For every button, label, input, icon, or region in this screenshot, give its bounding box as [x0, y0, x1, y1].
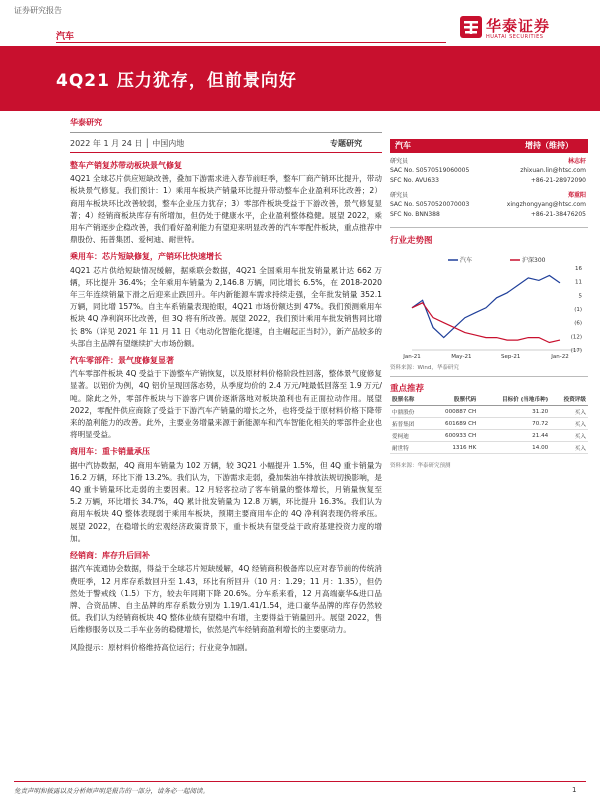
logo-text: 华泰证券: [486, 17, 551, 35]
legend-label-hs300: 沪深300: [522, 257, 546, 264]
y-tick-label: 5: [578, 293, 582, 300]
research-label: 华泰研究: [70, 118, 102, 127]
analyst-email[interactable]: xingzhongyang@htsc.com: [506, 201, 586, 209]
sidebar-divider: [390, 227, 588, 228]
x-tick-label: May-21: [451, 354, 472, 360]
chart-title: 行业走势图: [390, 236, 433, 246]
y-tick-label: 11: [575, 279, 582, 286]
section-title: 整车产销复苏带动板块景气修复: [70, 161, 182, 170]
section-title: 汽车零部件：景气度修复显著: [70, 356, 174, 366]
report-title: 4Q21 压力犹存，但前景向好: [56, 71, 297, 91]
risk-warning: 风险提示：原材料价格维持高位运行；行业竞争加剧。: [70, 642, 253, 652]
stock-chart: [390, 250, 588, 362]
table-cell: 31.20: [478, 406, 550, 418]
meta-divider-2: [70, 152, 382, 153]
header-divider: [56, 42, 446, 43]
table-source: 资料来源：华泰研究预测: [390, 463, 451, 469]
section-5: [70, 550, 382, 636]
analyst-sfc: SFC No. BNN388: [390, 210, 440, 218]
x-tick-label: Sep-21: [500, 354, 521, 360]
series-line-auto: [412, 276, 560, 338]
table-header-row: [390, 396, 588, 406]
column-header: 投资评级: [550, 396, 588, 406]
y-tick-label: (12): [570, 334, 582, 341]
analyst-sac: SAC No. S0570520070003: [390, 201, 470, 209]
sidebar-divider: [390, 376, 588, 377]
table-cell: 70.72: [478, 418, 550, 430]
column-header: 目标价 (当地币种): [478, 396, 550, 406]
page-number: 1: [572, 786, 577, 794]
analyst-email[interactable]: zhixuan.lin@htsc.com: [520, 167, 586, 175]
section-body: 汽车零部件板块 4Q 受益于下游整车产销恢复，以及原材料价格阶段性回落，整体景气度修复显著。以铝价为例，4Q 铝价呈现回落态势，从季度均价的 2.4 万元/吨最低回落至 1.9 万元/吨。除此之外，零部件板块与下游客户调价逐渐落地对板块盈利也有正面拉动作用。展望 2022，零配件供应商除了受益于下游汽车产销量的增长之外，也将受益于原材料价格下降带来的盈利能力的改善。此外，主要业务增量来源于新能源车和汽车智能化相关的零部件企业也将明显受益。: [70, 369, 382, 440]
x-tick-label: Jan-22: [551, 354, 569, 360]
table-cell: 爱柯迪: [390, 430, 428, 442]
main-body: [70, 160, 382, 659]
analyst-card: [390, 157, 588, 185]
series-line-hs300: [412, 303, 560, 343]
analyst-name: 林志轩: [567, 158, 586, 165]
table-cell: 000887 CH: [428, 406, 478, 418]
brand-logo: [460, 14, 590, 42]
rating-sector: 汽车: [395, 141, 411, 150]
table-row: [390, 442, 588, 454]
legend-label-auto: 汽车: [460, 257, 473, 264]
chart-source: 资料来源：Wind，华泰研究: [390, 365, 459, 371]
x-tick-label: Jan-21: [403, 354, 421, 360]
column-header: 股票名称: [390, 396, 428, 406]
analyst-card: [390, 191, 588, 219]
table-row: [390, 430, 588, 442]
table-row: [390, 406, 588, 418]
table-cell: 拓普集团: [390, 418, 428, 430]
analyst-sfc: SFC No. AVU633: [390, 176, 439, 184]
section-title: 经销商：库存升后回补: [70, 551, 150, 561]
report-type: 专题研究: [330, 139, 362, 148]
table-cell: 耐世特: [390, 442, 428, 454]
table-cell: 21.44: [478, 430, 550, 442]
section-body: 据中汽协数据，4Q 商用车销量为 102 万辆，较 3Q21 小幅提升 1.5%，但 4Q 重卡销量为 16.2 万辆，环比下滑 13.2%。我们认为，下游需求走弱，叠加柴油车排放法规切换影响，是 4Q 重卡销量环比走弱的主要因素。12 月轻客拉动了客车销量的整体增长，月销量恢复至 5.2 万辆，环比增长 34.7%，4Q 累计批发销量为 12.8 万辆，环比提升 16.3%。我们认为商用车板块 4Q 整体表现弱于乘用车板块，预期主要商用车企的 4Q 净利润表现仍将承压。展望 2022，在稳增长的宏观经济政策背景下，重卡板块有望受益于政府基建投资力度的增加。: [70, 460, 382, 543]
section-title: 商用车：重卡销量承压: [70, 447, 150, 457]
section-4: [70, 446, 382, 545]
logo-subtext: HUATAI SECURITIES: [486, 34, 544, 40]
section-body: 4Q21 全球芯片供应短缺改善，叠加下游需求进入春节前旺季，整车厂商产销环比提升，带动板块景气修复。我们预计：1）乘用车板块产销量环比提升带动整车企业盈利环比改善；2）商用车板块环比改善较弱，整车企业压力犹存；3）零部件板块受益于下游改善，景气修复显著；4）经销商板块库存有所增加，但仍处于健康水平，企业盈利整体稳健。展望 2022，乘用车产销逐步企稳改善，我们看好盈利能力有望迎来明显改善的汽车零配件板块，重点推荐中鼎股份、拓普集团、爱柯迪、耐世特。: [70, 174, 382, 245]
doc-type-label: 证券研究报告: [14, 6, 62, 15]
y-tick-label: (17): [570, 348, 582, 354]
section-body: 4Q21 芯片供给短缺情况缓解，据乘联会数据，4Q21 全国乘用车批发销量累计达 662 万辆，环比提升 36.4%；全年乘用车销量为 2,146.8 万辆，同比增长 6.5%，在 2018-2020 年三年连续销量下滑之后迎来止跌回升。年内新能源车需求持续走强，全年批发销量 352.1 万辆，同比增 157%。自主车系销量表现抢眼，4Q21 市场份额达到 47%。我们预测乘用车板块 4Q 净利润环比改善，但 3Q 将有所改善。展望 2022，我们预计乘用车批发销售同比增长 8%（详见 2021 年 11 月 11 日《电动化智能化提速，自主崛起正当时》），新产品较多的头部自主品牌有望继续扩大市场份额。: [70, 265, 382, 348]
table-row: [390, 418, 588, 430]
table-cell: 601689 CH: [428, 418, 478, 430]
table-cell: 买入: [550, 406, 588, 418]
table-cell: 14.00: [478, 442, 550, 454]
report-date: 2022 年 1 月 24 日 │ 中国内地: [70, 139, 185, 148]
table-cell: 1316 HK: [428, 442, 478, 454]
table-cell: 买入: [550, 442, 588, 454]
rating-value: 增持（维持）: [525, 141, 573, 150]
analyst-role: 研究员: [390, 192, 409, 199]
section-3: [70, 355, 382, 441]
footer-disclaimer: 免责声明和披露以及分析师声明是报告的一部分，请务必一起阅读。: [14, 787, 209, 795]
y-tick-label: 16: [575, 266, 582, 272]
analyst-sac: SAC No. S0570519060005: [390, 167, 470, 175]
y-tick-label: (1): [574, 307, 582, 313]
table-cell: 600933 CH: [428, 430, 478, 442]
section-title: 乘用车：芯片短缺修复，产销环比快速增长: [70, 252, 222, 262]
table-cell: 买入: [550, 430, 588, 442]
section-1: [70, 160, 382, 246]
section-2: [70, 251, 382, 350]
sector-label: 汽车: [56, 32, 75, 42]
analyst-name: 郑重阳: [567, 192, 586, 199]
column-header: 股票代码: [428, 396, 478, 406]
analyst-role: 研究员: [390, 158, 409, 165]
recommend-table-wrap: [390, 396, 588, 454]
analyst-phone: +86-21-28972090: [530, 176, 586, 184]
table-cell: 买入: [550, 418, 588, 430]
footer-divider: [14, 781, 586, 782]
logo-mark-icon: [460, 16, 482, 38]
y-tick-label: (6): [574, 320, 582, 327]
analyst-phone: +86-21-38476205: [530, 210, 586, 218]
table-cell: 中鼎股份: [390, 406, 428, 418]
recommend-title: 重点推荐: [390, 384, 425, 394]
meta-divider: [70, 132, 382, 133]
section-body: 据汽车流通协会数据，得益于全球芯片短缺缓解，4Q 经销商积极备库以应对春节前的传统消费旺季，12 月库存系数回升至 1.43，环比有所回升（10 月：1.29；11 月：1.35），但仍然处于警戒线（1.5）下方，较去年同期下降 20.6%。分车系来看，12 月高端豪华&进口品牌、合资品牌、自主品牌的库存系数分别为 1.19/1.41/1.54，进口豪华品牌的库存仍然较低。我们认为经销商板块 4Q 整体业绩有望稳中有增，主要得益于销量回升。展望 2022，售后维修服务以及二手车业务的稳健增长，依然是汽车经销商盈利增长的主要驱动力。: [70, 564, 382, 635]
recommend-table: [390, 396, 588, 454]
